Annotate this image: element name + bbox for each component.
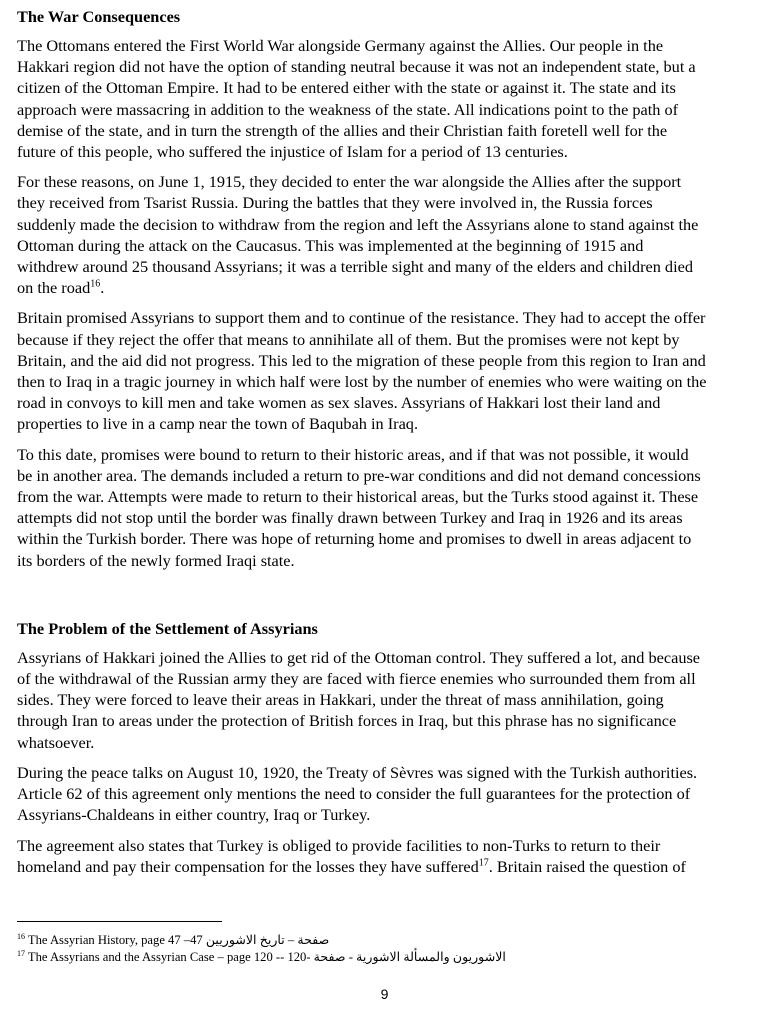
- section-heading-war-consequences: The War Consequences: [17, 7, 181, 26]
- section-heading-settlement: The Problem of the Settlement of Assyrians: [17, 618, 318, 638]
- footnote-reference[interactable]: 17: [478, 857, 489, 869]
- footnote-text: The Assyrians and the Assyrian Case – page 120 -- 120- الاشوريون والمسألة الاشورية - صفحة: [25, 950, 506, 964]
- paragraph-text: The agreement also states that Turkey is obliged to provide facilities to non-Turks to return to their homeland and pay their compensation for the losses they have suffered: [17, 835, 661, 876]
- paragraph-text-end: . Britain raised the question of: [488, 856, 686, 876]
- paragraph: Britain promised Assyrians to support them and to continue of the resistance. They had to accept the offer because if they reject the offer that means to annihilate all of them. But the promises were not kept by Britain, and the aid did not progress. This led to the migration of these people from this region to Iran and then to Iraq in a tragic journey in which half were lost by the number of enemies who were waiting on the road in convoys to kill men and take women as sex slaves. Assyrians of Hakkari lost their land and properties to live in a camp near the town of Baqubah in Iraq.: [17, 308, 707, 434]
- footnotes: [17, 932, 757, 966]
- paragraph-text: For these reasons, on June 1, 1915, they decided to enter the war alongside the Allies after the support they received from Tsarist Russia. During the battles that they were involved in, the Russia forces suddenly made the decision to withdraw from the region and left the Assyrians alone to stand against the Ottoman during the attack on the Caucasus. This was implemented at the beginning of 1915 and withdrew around 25 thousand Assyrians; it was a terrible sight and many of the elders and children died on the road: [17, 172, 699, 298]
- footnote-number: 17: [17, 948, 25, 958]
- footnote-number: 16: [17, 931, 25, 941]
- footnote-separator: [17, 921, 222, 922]
- paragraph-text-end: .: [100, 278, 105, 298]
- footnote: [17, 932, 757, 949]
- footnote-reference[interactable]: 16: [90, 278, 101, 290]
- paragraph: To this date, promises were bound to return to their historic areas, and if that was not possible, it would be in another area. The demands included a return to pre-war conditions and did not demand concessions from the war. Attempts were made to return to their historical areas, but the Turks stood against it. These attempts did not stop until the border was finally drawn between Turkey and Iraq in 1926 and its areas within the Turkish border. There was hope of returning home and promises to dwell in areas adjacent to its borders of the newly formed Iraqi state.: [17, 444, 701, 570]
- main-content: [17, 6, 707, 886]
- paragraph: [17, 835, 707, 877]
- paragraph: [17, 171, 707, 298]
- footnote: [17, 949, 757, 966]
- paragraph: The Ottomans entered the First World War alongside Germany against the Allies. Our people in the Hakkari region did not have the option of standing neutral because it was not an independent state, but a citizen of the Ottoman Empire. It had to be entered either with the state or against it. The state and its approach were massacring in addition to the weakness of the state. All indications point to the path of demise of the state, and in turn the strength of the allies and their Christian faith foretell well for the future of this people, who suffered the injustice of Islam for a period of 13 centuries.: [17, 36, 696, 162]
- footnote-text: The Assyrian History, page 47 –47 صفحة – تاريخ الاشوريين: [25, 933, 330, 947]
- paragraph: During the peace talks on August 10, 1920, the Treaty of Sèvres was signed with the Turkish authorities. Article 62 of this agreement only mentions the need to consider the full guarantees for the protection of Assyrians-Chaldeans in either country, Iraq or Turkey.: [17, 762, 698, 825]
- page-number: 9: [380, 986, 389, 1002]
- section-spacer: [17, 580, 707, 618]
- paragraph: Assyrians of Hakkari joined the Allies to get rid of the Ottoman control. They suffered a lot, and because of the withdrawal of the Russian army they are faced with fierce enemies who surrounded them from all sides. They were forced to leave their areas in Hakkari, under the threat of mass annihilation, going through Iran to areas under the protection of British forces in Iraq, but this phrase has no significance whatsoever.: [17, 647, 701, 752]
